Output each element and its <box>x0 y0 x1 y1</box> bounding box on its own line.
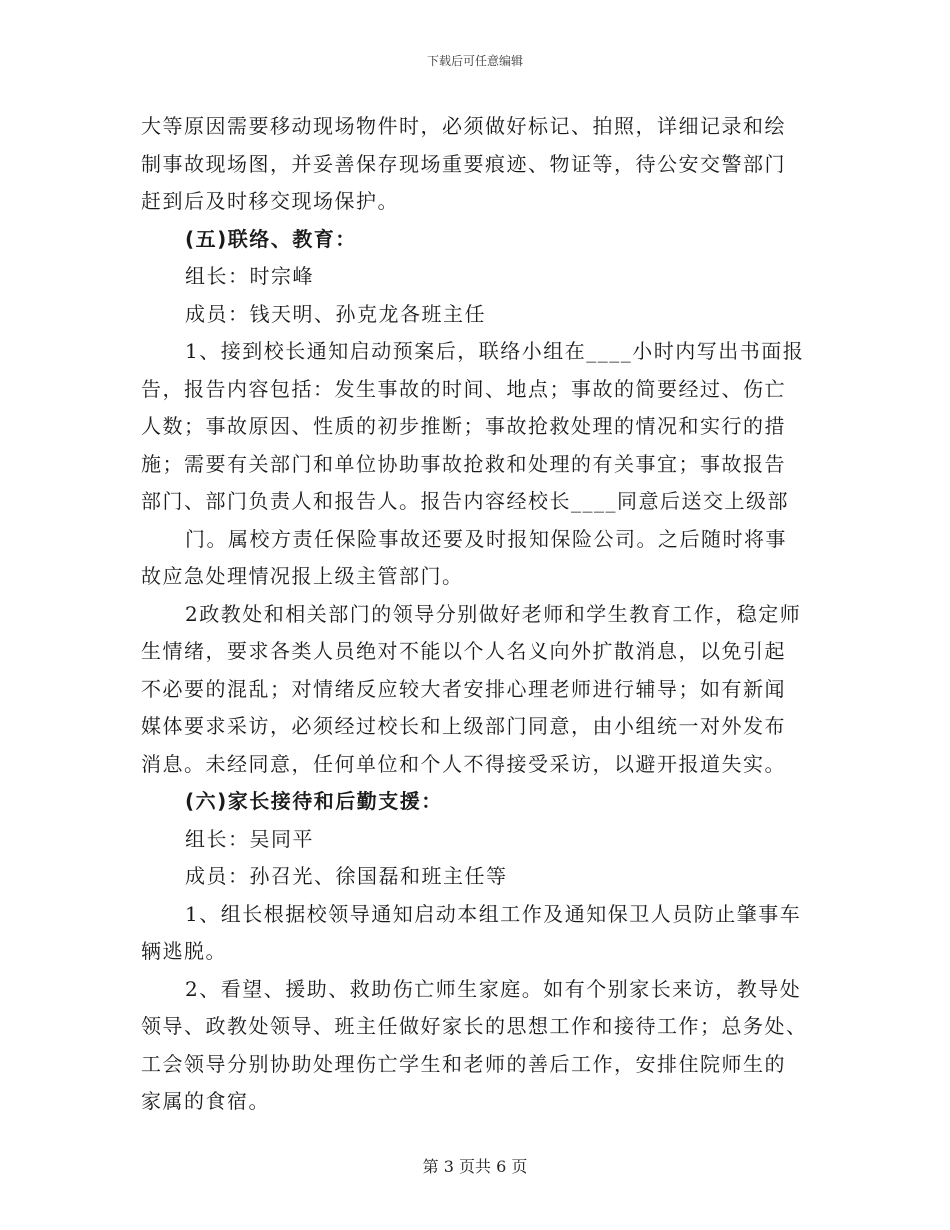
section-heading-six: (六)家长接待和后勤支援： <box>185 789 443 813</box>
paragraph-line: 部门、部门负责人和报告人。报告内容经校长____同意后送交上级部 <box>141 489 789 513</box>
paragraph-line: 不必要的混乱；对情绪反应较大者安排心理老师进行辅导；如有新闻 <box>141 676 786 701</box>
paragraph-line: 1、接到校长通知启动预案后，联络小组在____小时内写出书面报 <box>185 339 805 363</box>
paragraph-line: 消息。未经同意，任何单位和个人不得接受采访，以避开报道失实。 <box>141 751 786 776</box>
page-header: 下载后可任意编辑 <box>426 54 523 68</box>
group-leader-line: 组长：吴同平 <box>185 826 314 851</box>
paragraph-line: 工会领导分别协助处理伤亡学生和老师的善后工作，安排住院师生的 <box>141 1051 786 1076</box>
page-number: 第 3 页共 6 页 <box>422 1157 528 1176</box>
paragraph-line: 生情绪，要求各类人员绝对不能以个人名义向外扩散消息，以免引起 <box>141 639 786 663</box>
group-members-line: 成员：孙召光、徐国磊和班主任等 <box>185 864 508 888</box>
paragraph-line: 赶到后及时移交现场保护。 <box>141 189 399 213</box>
group-members-line: 成员：钱天明、孙克龙各班主任 <box>185 301 486 326</box>
paragraph-line: 1、组长根据校领导通知启动本组工作及通知保卫人员防止肇事车 <box>185 901 802 926</box>
group-leader-line: 组长：时宗峰 <box>185 264 314 288</box>
document-body <box>141 108 809 1121</box>
paragraph-line: 领导、政教处领导、班主任做好家长的思想工作和接待工作；总务处、 <box>141 1014 808 1038</box>
paragraph-line: 2、看望、援助、救助伤亡师生家庭。如有个别家长来访，教导处 <box>185 976 802 1001</box>
paragraph-line: 施；需要有关部门和单位协助事故抢救和处理的有关事宜；事故报告 <box>141 451 786 476</box>
paragraph-line: 人数；事故原因、性质的初步推断；事故抢救处理的情况和实行的措 <box>141 414 786 438</box>
paragraph-line: 家属的食宿。 <box>141 1089 270 1113</box>
paragraph-line: 2政教处和相关部门的领导分别做好老师和学生教育工作，稳定师 <box>185 601 802 626</box>
paragraph-line: 故应急处理情况报上级主管部门。 <box>141 564 464 588</box>
section-heading-five: (五)联络、教育： <box>185 226 357 251</box>
paragraph-line: 辆逃脱。 <box>141 939 227 963</box>
paragraph-line: 制事故现场图，并妥善保存现场重要痕迹、物证等，待公安交警部门 <box>141 151 786 176</box>
paragraph-line: 告，报告内容包括：发生事故的时间、地点；事故的简要经过、伤亡 <box>141 376 786 401</box>
paragraph-line: 大等原因需要移动现场物件时，必须做好标记、拍照，详细记录和绘 <box>141 114 786 138</box>
paragraph-line: 媒体要求采访，必须经过校长和上级部门同意，由小组统一对外发布 <box>141 714 786 738</box>
paragraph-line: 门。属校方责任保险事故还要及时报知保险公司。之后随时将事 <box>185 526 787 551</box>
